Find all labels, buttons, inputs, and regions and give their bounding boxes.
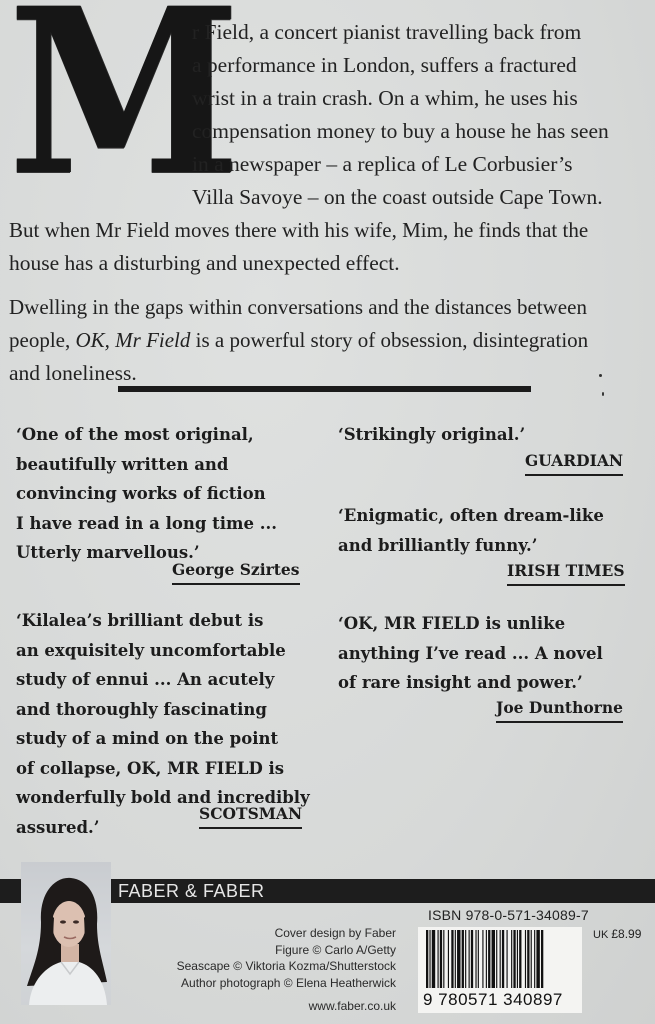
blurb-para2-line: Dwelling in the gaps within conversations and the distances between (9, 295, 587, 319)
quote-text: ‘One of the most original, (16, 425, 254, 444)
credit-line: Author photograph © Elena Heatherwick (181, 975, 396, 990)
barcode-bar (482, 930, 483, 988)
cover-credits (150, 925, 396, 1015)
quote-line (338, 531, 628, 561)
barcode-bar (429, 930, 430, 988)
quote-line (16, 606, 308, 636)
barcode-bar (511, 930, 512, 988)
quote-text: anything I’ve read ... A novel (338, 643, 603, 663)
quote-text: ‘Strikingly original.’ (338, 425, 526, 444)
quote-text: ‘Kilalea’s brilliant debut is (16, 611, 264, 630)
quote-text: ‘OK, MR FIELD is unlike (338, 614, 566, 633)
quote-line (16, 450, 308, 480)
barcode-bar (536, 930, 539, 988)
quote-text: convincing works of fiction (16, 484, 266, 503)
barcode (420, 928, 580, 992)
quote-line (16, 509, 308, 539)
quote-attribution: George Szirtes (172, 559, 300, 585)
barcode-bar (513, 930, 515, 988)
barcode-bar (519, 930, 521, 988)
barcode-bar (457, 930, 460, 988)
barcode-bar (525, 930, 526, 988)
quote-text: assured.’ (16, 817, 100, 837)
barcode-bar (440, 930, 442, 988)
barcode-bar (478, 930, 479, 988)
blurb-text: people, (9, 328, 76, 352)
quote-line (338, 668, 630, 698)
quote-text: wonderfully bold and incredibly (16, 788, 310, 807)
quote-text: ‘Enigmatic, often dream-like (338, 506, 604, 525)
price-region: UK (593, 929, 609, 941)
blurb-line: compensation money to buy a house he has seen (192, 119, 609, 143)
blurb-line: Villa Savoye – on the coast outside Cape Town. (192, 185, 603, 209)
quote-text: an exquisitely uncomfortable (16, 640, 286, 660)
credit-line: Cover design by Faber (274, 926, 396, 940)
blurb-line: r Field, a concert pianist travelling back from (192, 20, 582, 44)
quote-line (338, 609, 630, 639)
quote-text: Utterly marvellous.’ (16, 543, 200, 562)
blurb-line: But when Mr Field moves there with his wife, Mim, he finds that the (9, 218, 589, 242)
quote-line (16, 665, 308, 695)
credit-line: Figure © Carlo A/Getty (275, 942, 396, 957)
review-quote-guardian (338, 420, 630, 450)
blurb-line: in a newspaper – a replica of Le Corbusier’s (192, 152, 573, 176)
barcode-bar (471, 930, 473, 988)
quote-line (338, 420, 630, 450)
blurb-line: house has a disturbing and unexpected effect. (9, 251, 400, 275)
price-value: £8.99 (611, 927, 642, 941)
barcode-bar (527, 930, 529, 988)
review-quote-szirtes (16, 420, 308, 568)
barcode-bar (443, 930, 444, 988)
drop-cap-letter: M (8, 0, 235, 226)
price-label (593, 927, 641, 941)
quote-attribution: SCOTSMAN (199, 803, 302, 829)
blurb-line: wrist in a train crash. On a whim, he uses his (192, 86, 578, 110)
barcode-bar (469, 930, 470, 988)
quote-line (16, 754, 308, 784)
barcode-bar (502, 930, 504, 988)
isbn-label: ISBN 978-0-571-34089-7 (428, 907, 589, 923)
barcode-bar (448, 930, 449, 988)
author-photo (21, 862, 111, 1005)
quote-line (16, 636, 308, 666)
blurb-text: is a powerful story of obsession, disintegration (190, 328, 589, 352)
quote-text: study of ennui ... An acutely (16, 670, 275, 689)
blurb-section (0, 0, 655, 385)
blurb-para2-line: and loneliness. (9, 361, 137, 385)
barcode-bar (432, 930, 435, 988)
quote-attribution: IRISH TIMES (507, 560, 625, 586)
barcode-bar (492, 930, 495, 988)
barcode-bar (486, 930, 487, 988)
quote-text: beautifully written and (16, 454, 229, 474)
review-quote-irish-times (338, 501, 628, 560)
barcode-bar (426, 930, 428, 988)
quote-text: of collapse, OK, MR FIELD is (16, 758, 285, 778)
publisher-name: FABER & FABER (118, 881, 265, 901)
quote-line (16, 695, 308, 725)
quote-text: study of a mind on the point (16, 729, 279, 748)
ink-speck (599, 374, 602, 377)
quote-line (16, 724, 308, 754)
quote-line (338, 639, 630, 669)
barcode-number: 9 780571 340897 (423, 990, 581, 1010)
quote-line (338, 501, 628, 531)
barcode-bar (475, 930, 476, 988)
publisher-url: www.faber.co.uk (308, 999, 396, 1013)
ink-speck (602, 392, 604, 396)
barcode-bar (488, 930, 490, 988)
blurb-para2-line (9, 325, 588, 355)
quote-text: and brilliantly funny.’ (338, 535, 538, 555)
barcode-bar (451, 930, 453, 988)
barcode-bar (507, 930, 508, 988)
author-portrait-illustration (21, 862, 111, 1005)
divider-rule (118, 386, 531, 392)
book-title-italic: OK, Mr Field (75, 328, 191, 352)
blurb-line: a performance in London, suffers a fractured (192, 53, 577, 77)
barcode-bar (438, 930, 439, 988)
quote-text: and thoroughly fascinating (16, 699, 267, 719)
barcode-bar (462, 930, 464, 988)
barcode-bar (455, 930, 456, 988)
barcode-bar (465, 930, 466, 988)
quote-attribution: Joe Dunthorne (496, 697, 623, 723)
quote-attribution: GUARDIAN (525, 450, 623, 476)
barcode-bar (496, 930, 497, 988)
quote-line (16, 420, 308, 450)
barcode-bar (534, 930, 535, 988)
credit-line: Seascape © Viktoria Kozma/Shutterstock (176, 959, 396, 973)
barcode-bar (517, 930, 518, 988)
barcode-bar (500, 930, 501, 988)
quote-text: of rare insight and power.’ (338, 673, 583, 692)
quote-line (16, 479, 308, 509)
review-quote-dunthorne (338, 609, 630, 698)
barcode-bar (541, 930, 543, 988)
quote-text: I have read in a long time ... (16, 513, 277, 533)
barcode-bar (531, 930, 532, 988)
